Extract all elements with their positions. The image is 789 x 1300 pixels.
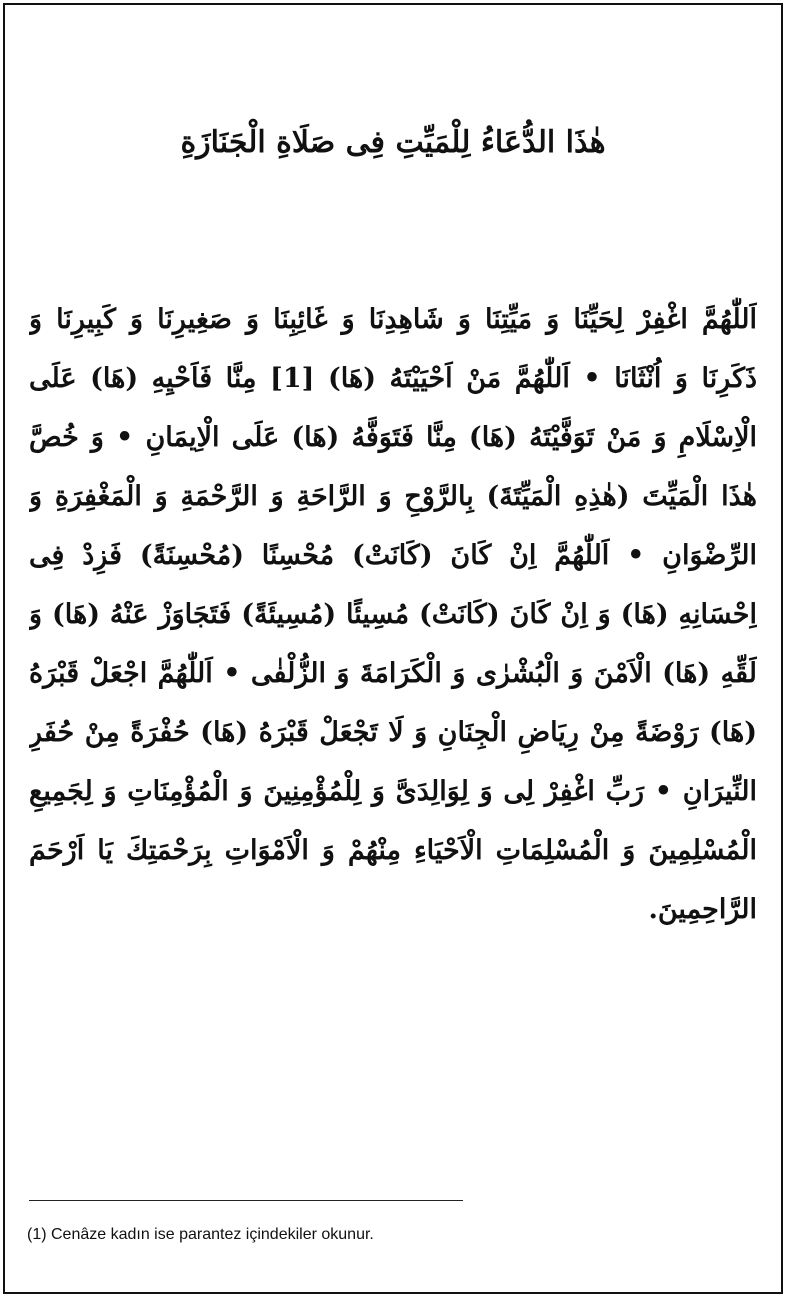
page-frame [3, 3, 783, 1294]
prayer-text: اَللّٰهُمَّ اغْفِرْ لِحَيِّنَا وَ مَيِّتِنَا وَ شَاهِدِنَا وَ غَائِبِنَا وَ صَغِيرِنَا وَ كَبِيرِنَا وَ ذَكَرِنَا وَ اُنْثَانَا • اَللّٰهُمَّ مَنْ اَحْيَيْتَهُ (هَا) [1] مِنَّا فَاَحْيِهِ (هَا) عَلَى الْاِسْلَامِ وَ مَنْ تَوَفَّيْتَهُ (هَا) مِنَّا فَتَوَفَّهُ (هَا) عَلَى الْاِيمَانِ • وَ خُصَّ هٰذَا الْمَيِّتَ (هٰذِهِ الْمَيِّتَةَ) بِالرَّوْحِ وَ الرَّاحَةِ وَ الرَّحْمَةِ وَ الْمَغْفِرَةِ وَ الرِّضْوَانِ • اَللّٰهُمَّ اِنْ كَانَ (كَانَتْ) مُحْسِنًا (مُحْسِنَةً) فَزِدْ فِى اِحْسَانِهِ (هَا) وَ اِنْ كَانَ (كَانَتْ) مُسِيئًا (مُسِيئَةً) فَتَجَاوَزْ عَنْهُ (هَا) وَ لَقِّهِ (هَا) الْاَمْنَ وَ الْبُشْرٰى وَ الْكَرَامَةَ وَ الزُّلْفٰى • اَللّٰهُمَّ اجْعَلْ قَبْرَهُ (هَا) رَوْضَةً مِنْ رِيَاضِ الْجِنَانِ وَ لَا تَجْعَلْ قَبْرَهُ (هَا) حُفْرَةً مِنْ حُفَرِ النِّيرَانِ • رَبِّ اغْفِرْ لِى وَ لِوَالِدَىَّ وَ لِلْمُؤْمِنِينَ وَ الْمُؤْمِنَاتِ وَ لِجَمِيعِ الْمُسْلِمِينَ وَ الْمُسْلِمَاتِ الْاَحْيَاءِ مِنْهُمْ وَ الْاَمْوَاتِ بِرَحْمَتِكَ يَا اَرْحَمَ الرَّاحِمِينَ. [29, 304, 757, 925]
footnote: (1) Cenâze kadın ise parantez içindekiler okunur. [27, 1226, 374, 1243]
footnote-divider [29, 1200, 463, 1201]
page-title: هٰذَا الدُّعَاءُ لِلْمَيِّتِ فِى صَلَاةِ الْجَنَازَةِ [180, 125, 606, 161]
